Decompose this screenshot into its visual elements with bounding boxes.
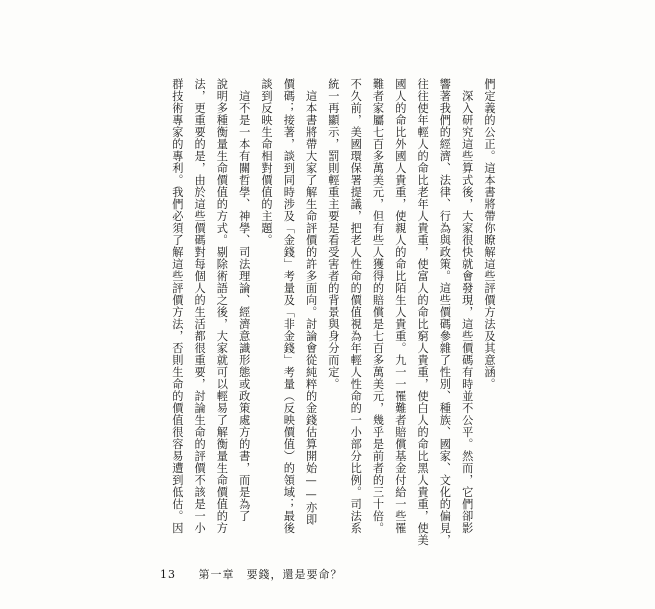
text-column: 談到反映生命相對價值的主題。 — [260, 78, 273, 246]
text-column: 們定義的公正。這本書將帶你瞭解這些評價方法及其意涵。 — [483, 78, 496, 390]
text-column: 價碼；接著，談到同時涉及「金錢」考量及「非金錢」考量（反映價值）的領域；最後 — [282, 78, 296, 534]
running-chapter-title: 第一章 要錢，還是要命？ — [198, 568, 343, 581]
text-column: 不久前，美國環保署提議，把老人性命的價值視為年輕人性命的一小部分比例。司法系 — [349, 78, 363, 534]
text-column: 響著我們的經濟、法律、行為與政策。這些價碼參雜了性別、種族、國家、文化的偏見， — [438, 78, 452, 546]
text-column: 往往使年輕人的命比老年人貴重，使富人的命比窮人貴重，使白人的命比黑人貴重，使美 — [416, 78, 430, 546]
page-number: 13 — [160, 568, 176, 581]
page-footer — [160, 566, 343, 582]
text-column: 群技術專家的專利。我們必須了解這些評價方法，否則生命的價值很容易遭到低估。因 — [170, 78, 184, 534]
body-text — [160, 78, 496, 556]
text-column: 這本書將帶大家了解生命評價的許多面向。討論會從純粹的金錢估算開始——亦即 — [304, 78, 318, 526]
text-column: 統一再顯示，罰則輕重主要是看受害者的背景與身分而定。 — [326, 78, 340, 390]
text-column: 這不是一本有關哲學、神學、司法理論、經濟意識形態或政策處方的書，而是為了 — [237, 78, 251, 522]
text-column: 國人的命比外國人貴重，使親人的命比陌生人貴重。九一一罹難者賠償基金付給一些罹 — [393, 78, 407, 534]
text-column: 難者家屬七百多萬美元，但有些人獲得的賠償是七百多萬美元，幾乎是前者的三十倍。 — [371, 78, 385, 534]
text-column: 深入研究這些算式後，大家很快就會發現，這些價碼有時並不公平。然而，它們卻影 — [460, 78, 474, 534]
text-column: 說明多種衡量生命價值的方式。剔除術語之後，大家就可以輕易了解衡量生命價值的方 — [215, 78, 229, 534]
text-column: 法，更重要的是，由於這些價碼對每個人的生活都很重要，討論生命的評價不該是一小 — [193, 78, 207, 534]
